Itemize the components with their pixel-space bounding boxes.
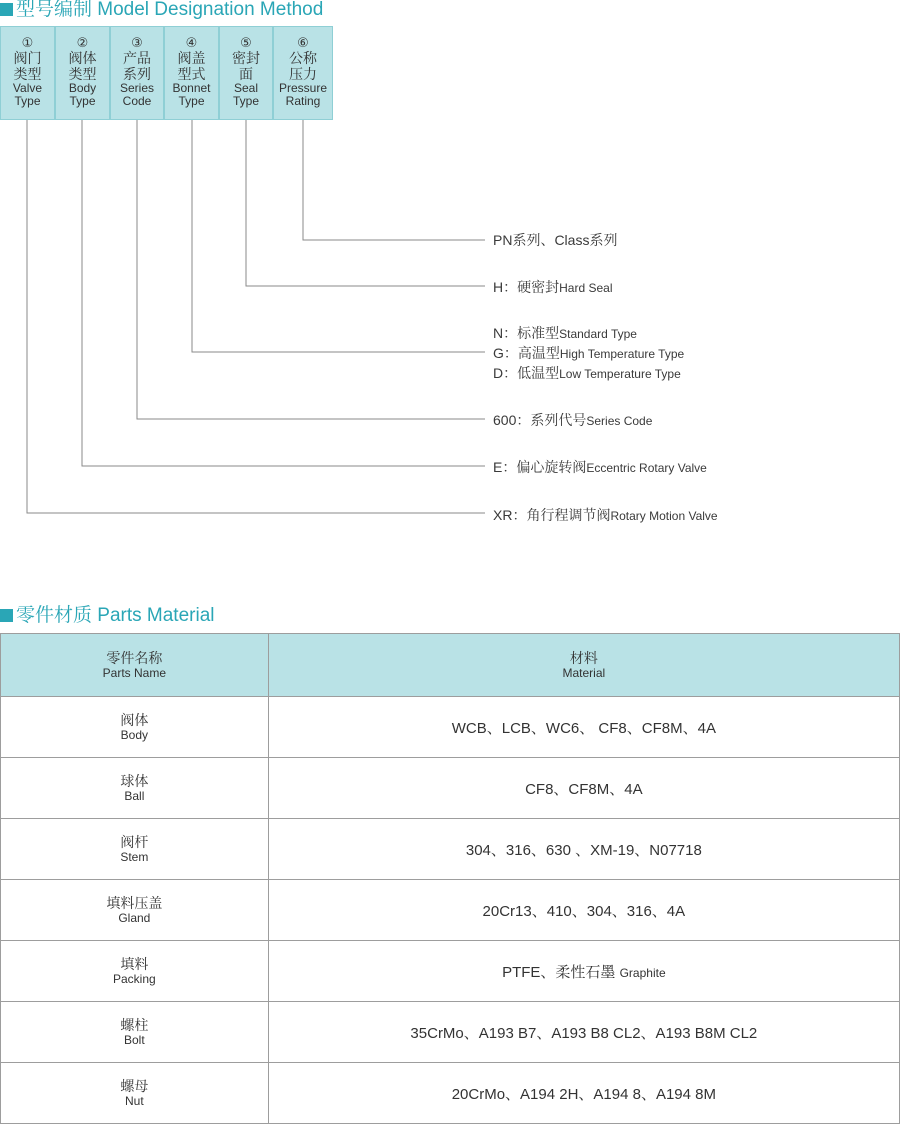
code-box-number: ③ <box>131 35 143 50</box>
part-name-cn: 螺母 <box>120 1078 149 1094</box>
code-box-en-line2: Type <box>14 94 41 108</box>
code-box-en-line2: Type <box>232 94 259 108</box>
code-box-cn-line1: 阀体 <box>68 50 97 66</box>
code-box-cn-line2: 系列 <box>123 66 151 82</box>
code-box-en-line1: Bonnet <box>172 81 211 95</box>
table-row <box>1 697 900 758</box>
header-name-en: Parts Name <box>102 666 167 680</box>
desc-series-cn: 600：系列代号 <box>493 412 587 428</box>
code-box-cn-line2: 面 <box>239 66 253 82</box>
material-text: 35CrMo、A193 B7、A193 B8 CL2、A193 B8M CL2 <box>410 1024 758 1042</box>
desc-bonnet-n-cn: N：标准型 <box>493 325 560 341</box>
material-cell <box>268 758 899 819</box>
code-box-cn-line2: 类型 <box>68 66 97 82</box>
part-name-en: Ball <box>124 789 145 803</box>
connector-pressure <box>303 120 485 240</box>
code-box-en-line2: Type <box>69 94 96 108</box>
part-name-cell <box>1 880 269 941</box>
header-material-en: Material <box>562 666 606 680</box>
desc-series-en: Series Code <box>586 414 653 428</box>
header-material <box>268 634 899 697</box>
desc-valve-type <box>493 505 718 526</box>
part-name-cell <box>1 758 269 819</box>
code-box-en-line1: Pressure <box>278 81 328 95</box>
part-name-en: Stem <box>120 850 149 864</box>
material-cell <box>268 1002 899 1063</box>
part-name-en: Body <box>120 728 149 742</box>
part-name-en: Packing <box>113 972 156 986</box>
desc-bonnet-high-temp <box>493 343 684 364</box>
part-name-cell <box>1 697 269 758</box>
material-text: CF8、CF8M、4A <box>525 780 643 798</box>
part-name-cell <box>1 1063 269 1124</box>
connector-bonnet <box>192 120 485 352</box>
desc-bonnet-standard <box>493 323 637 344</box>
code-box-en-line1: Body <box>68 81 97 95</box>
code-box-en-line1: Seal <box>233 81 259 95</box>
model-designation-title-text: 型号编制 Model Designation Method <box>16 0 324 20</box>
connector-series <box>137 120 485 419</box>
connector-body <box>82 120 485 466</box>
code-box-en-line1: Valve <box>12 81 43 95</box>
code-box-cn-line1: 公称 <box>289 50 317 66</box>
material-text: 20Cr13、410、304、316、4A <box>482 902 686 920</box>
desc-body-type <box>493 457 707 478</box>
part-name-cell <box>1 819 269 880</box>
part-name-en: Nut <box>125 1094 144 1108</box>
square-bullet-icon <box>0 609 13 622</box>
desc-pressure-rating <box>493 230 617 250</box>
part-name-en: Gland <box>118 911 151 925</box>
desc-bonnet-g-en: High Temperature Type <box>559 347 685 361</box>
code-box-cn-line1: 产品 <box>123 50 151 66</box>
designation-connector-lines <box>0 0 900 560</box>
code-box-number: ② <box>76 35 89 50</box>
table-header-row <box>1 634 900 697</box>
table-row <box>1 1063 900 1124</box>
parts-material-table <box>0 633 900 1124</box>
desc-valve-cn: XR：角行程调节阀 <box>493 507 611 523</box>
connector-seal <box>246 120 485 286</box>
code-box-number: ① <box>21 35 34 50</box>
part-name-cn: 填料 <box>120 956 149 972</box>
desc-series-code <box>493 410 652 431</box>
table-row <box>1 941 900 1002</box>
code-box-number: ⑥ <box>297 35 309 50</box>
desc-seal-en: Hard Seal <box>559 281 613 295</box>
desc-bonnet-d-en: Low Temperature Type <box>559 367 681 381</box>
table-row <box>1 1002 900 1063</box>
code-box-en-line1: Series <box>119 81 154 95</box>
code-box-cn-line2: 型式 <box>177 66 206 82</box>
desc-body-en: Eccentric Rotary Valve <box>586 461 707 475</box>
code-box-cn-line1: 阀盖 <box>177 50 206 66</box>
material-text: PTFE、柔性石墨 <box>502 963 620 981</box>
code-box-en-line2: Type <box>178 94 205 108</box>
table-row <box>1 758 900 819</box>
desc-seal-cn: H：硬密封 <box>493 279 560 295</box>
header-name-cn: 零件名称 <box>106 650 163 666</box>
code-box-cn-line2: 类型 <box>13 66 42 82</box>
material-cell <box>268 941 899 1002</box>
table-row <box>1 819 900 880</box>
material-text: 304、316、630 、XM-19、N07718 <box>465 841 702 859</box>
desc-valve-en: Rotary Motion Valve <box>610 509 718 523</box>
code-box-en-line2: Code <box>122 94 152 108</box>
desc-seal-type <box>493 277 613 298</box>
desc-bonnet-g-cn: G：高温型 <box>493 345 560 361</box>
code-box-cn-line1: 阀门 <box>13 50 42 66</box>
material-text: WCB、LCB、WC6、 CF8、CF8M、4A <box>451 719 716 737</box>
part-name-cn: 填料压盖 <box>106 895 163 911</box>
code-box-number: ⑤ <box>240 35 252 50</box>
part-name-cn: 球体 <box>120 773 149 789</box>
table-row <box>1 880 900 941</box>
desc-pressure-cn: PN系列、Class系列 <box>493 232 618 248</box>
part-name-cn: 螺柱 <box>120 1017 149 1033</box>
connector-valve <box>27 120 485 513</box>
material-text-en: Graphite <box>619 965 666 980</box>
parts-material-title <box>0 606 214 626</box>
code-box-en-line2: Rating <box>285 94 321 108</box>
desc-bonnet-d-cn: D：低温型 <box>493 365 560 381</box>
code-box-cn-line2: 压力 <box>289 66 317 82</box>
desc-bonnet-low-temp <box>493 363 681 384</box>
part-name-cn: 阀体 <box>120 712 149 728</box>
material-cell <box>268 819 899 880</box>
parts-material-title-text: 零件材质 Parts Material <box>16 605 215 626</box>
code-box-number: ④ <box>185 35 198 50</box>
desc-body-cn: E：偏心旋转阀 <box>493 459 587 475</box>
desc-bonnet-n-en: Standard Type <box>559 327 637 341</box>
material-cell <box>268 1063 899 1124</box>
part-name-en: Bolt <box>124 1033 145 1047</box>
part-name-cn: 阀杆 <box>120 834 149 850</box>
header-material-cn: 材料 <box>569 650 598 666</box>
material-cell <box>268 880 899 941</box>
part-name-cell <box>1 1002 269 1063</box>
header-parts-name <box>1 634 269 697</box>
code-box-cn-line1: 密封 <box>232 50 260 66</box>
material-text: 20CrMo、A194 2H、A194 8、A194 8M <box>451 1085 716 1103</box>
part-name-cell <box>1 941 269 1002</box>
material-cell <box>268 697 899 758</box>
